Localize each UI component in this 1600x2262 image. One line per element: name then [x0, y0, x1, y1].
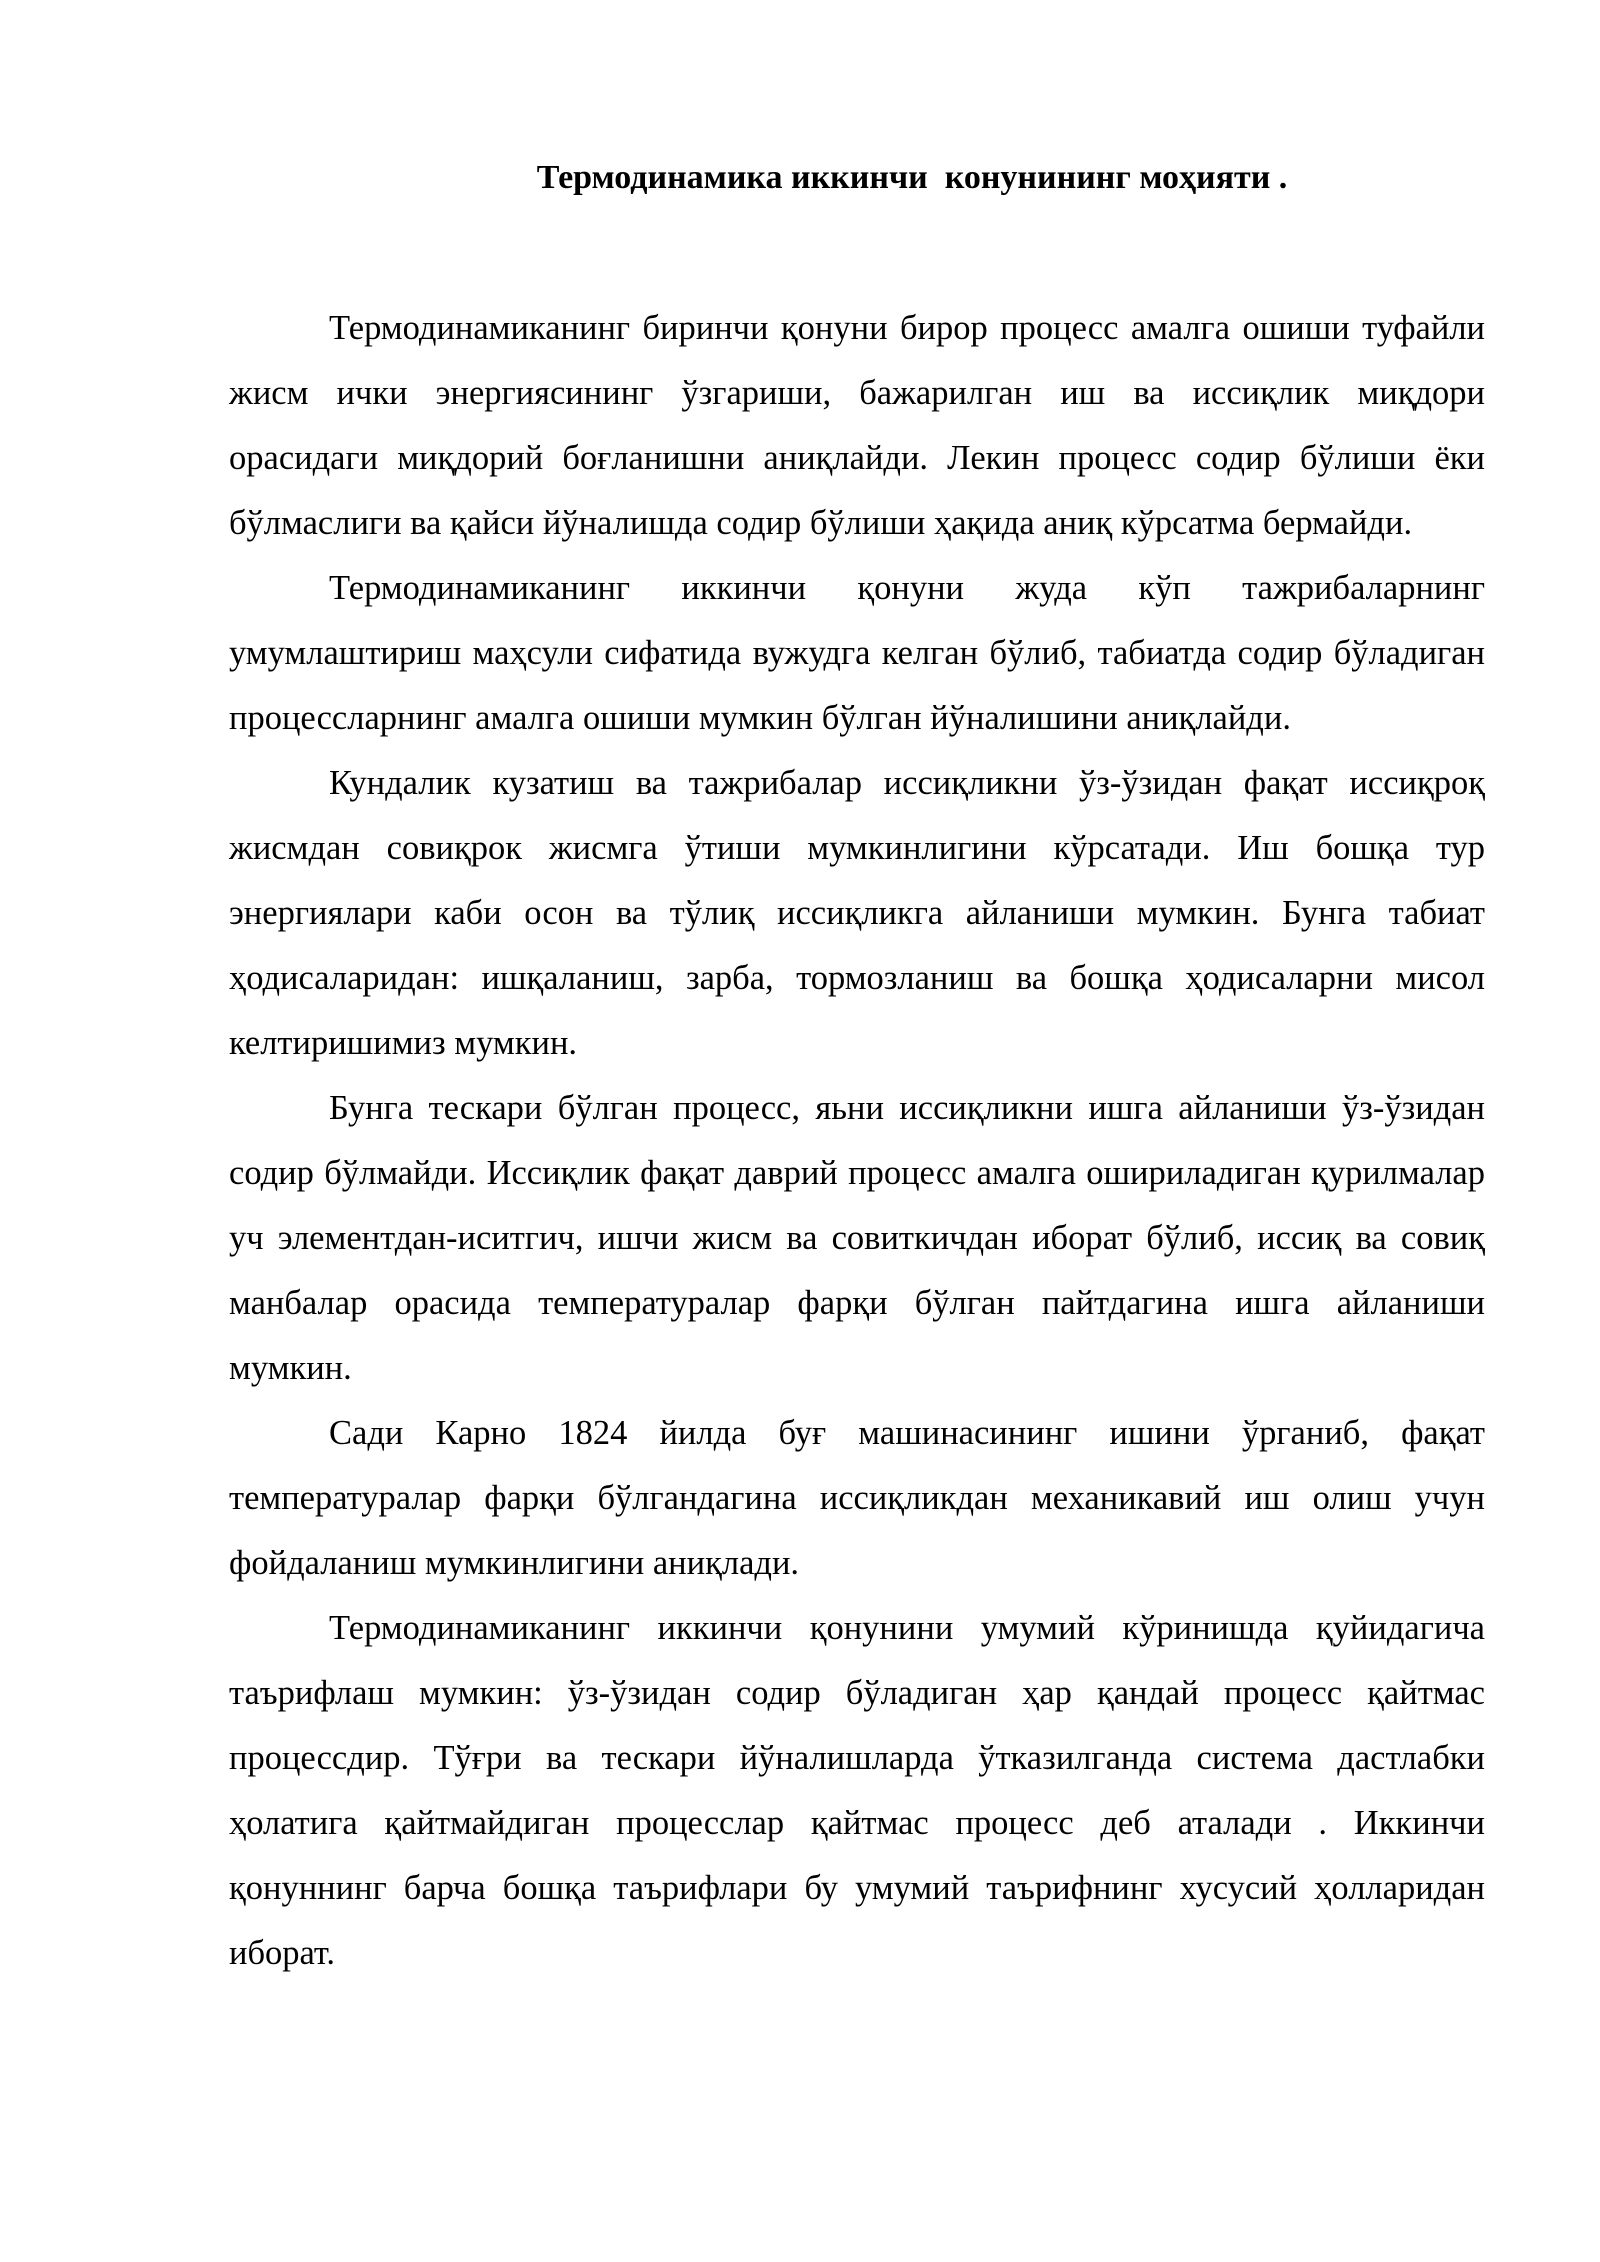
paragraph-6: Термодинамиканинг иккинчи қонунини умумий кўринишда қуйидагича таърифлаш мумкин: ўз-ўзидан содир бўладиган ҳар қандай процесс қайтмас процессдир. Тўғри ва тескари йўналишларда ўтказилганда система дастлабки ҳолатига қайтмайдиган процесслар қайтмас процесс деб аталади . Иккинчи қонуннинг барча бошқа таърифлари бу умумий таърифнинг хусусий ҳолларидан иборат.: [229, 1609, 1485, 1972]
paragraph-4: Бунга тескари бўлган процесс, яьни иссиқликни ишга айланиши ўз-ўзидан содир бўлмайди. Иссиқлик фақат даврий процесс амалга ошириладиган қурилмалар уч элементдан-иситгич, ишчи жисм ва совиткичдан иборат бўлиб, иссиқ ва совиқ манбалар орасида температуралар фарқи бўлган пайтдагина ишга айланиши мумкин.: [229, 1089, 1485, 1387]
paragraph-2: Термодинамиканинг иккинчи қонуни жуда кўп тажрибаларнинг умумлаштириш маҳсули сифатида вужудга келган бўлиб, табиатда содир бўладиган процессларнинг амалга ошиши мумкин бўлган йўналишини аниқлайди.: [229, 569, 1485, 737]
paragraph-3: Кундалик кузатиш ва тажрибалар иссиқликни ўз-ўзидан фақат иссиқроқ жисмдан совиқрок жисмга ўтиши мумкинлигини кўрсатади. Иш бошқа тур энергиялари каби осон ва тўлиқ иссиқликга айланиши мумкин. Бунга табиат ҳодисаларидан: ишқаланиш, зарба, тормозланиш ва бошқа ҳодисаларни мисол келтиришимиз мумкин.: [229, 764, 1485, 1062]
paragraph-5: Сади Карно 1824 йилда буғ машинасининг ишини ўрганиб, фақат температуралар фарқи бўлгандагина иссиқликдан механикавий иш олиш учун фойдаланиш мумкинлигини аниқлади.: [229, 1414, 1485, 1582]
document-title: Термодинамика иккинчи конунининг моҳияти .: [536, 159, 1288, 196]
paragraph-1: Термодинамиканинг биринчи қонуни бирор процесс амалга ошиши туфайли жисм ички энергиясининг ўзгариши, бажарилган иш ва иссиқлик миқдори орасидаги миқдорий боғланишни аниқлайди. Лекин процесс содир бўлиши ёки бўлмаслиги ва қайси йўналишда содир бўлиши ҳақида аниқ кўрсатма бермайди.: [229, 309, 1485, 542]
document-body: [229, 296, 1485, 1986]
